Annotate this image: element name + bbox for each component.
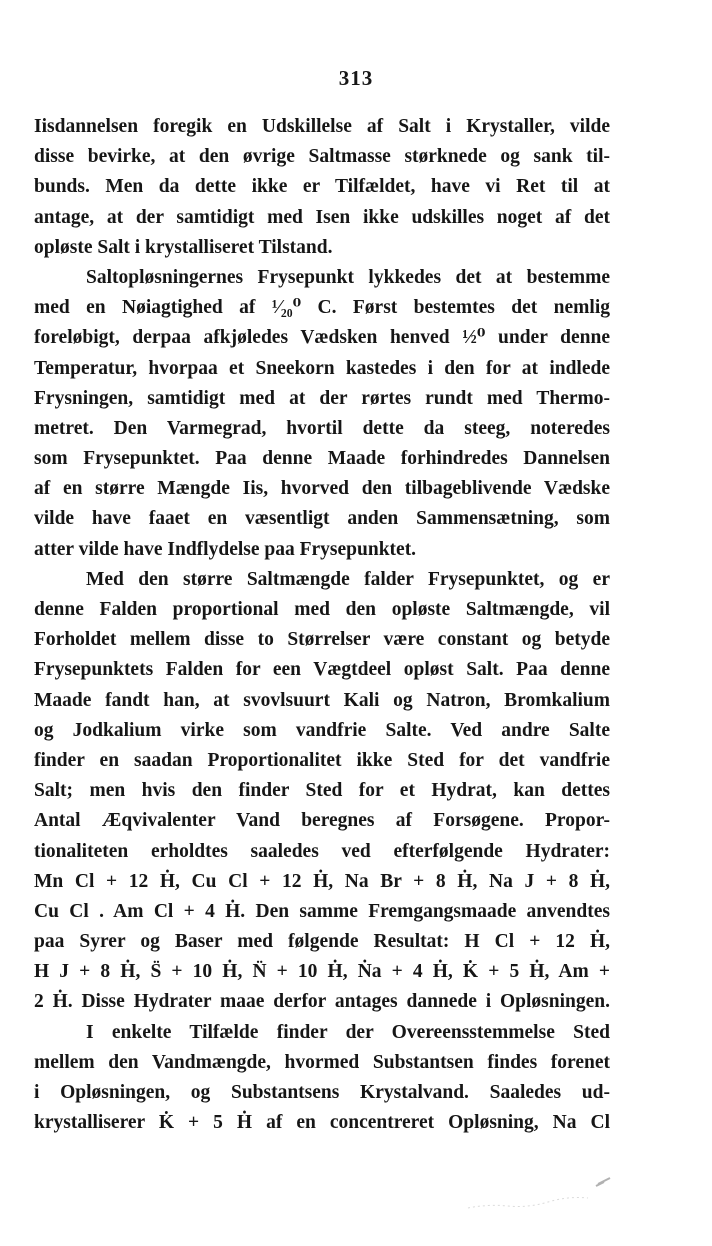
text-line: og Jodkalium virke som vandfrie Salte. Ved andre Salte: [34, 719, 610, 741]
page-number: 313: [338, 66, 374, 90]
body-text: [34, 112, 610, 1138]
text-line: H J + 8 Ḣ, S̈ + 10 Ḣ, N̈ + 10 Ḣ, Ṅa + 4 Ḣ, K̇ + 5 Ḣ, Am +: [34, 961, 610, 983]
text-line: 2 Ḣ. Disse Hydrater maae derfor antages dannede i Opløsningen.: [34, 991, 610, 1013]
text-line: antage, at der samtidigt med Isen ikke udskilles noget af det: [34, 206, 610, 228]
text-line: paa Syrer og Baser med følgende Resultat: H Cl + 12 Ḣ,: [34, 931, 610, 953]
text-line: vilde have faaet en væsentligt anden Sammensætning, som: [34, 508, 610, 530]
text-line: Salt; men hvis den finder Sted for et Hydrat, kan dettes: [34, 780, 610, 802]
text-line: metret. Den Varmegrad, hvortil dette da steeg, noteredes: [34, 417, 610, 439]
text-line: bunds. Men da dette ikke er Tilfældet, have vi Ret til at: [34, 176, 610, 198]
scan-smudge-mark: [458, 1176, 618, 1216]
text-line: Mn Cl + 12 Ḣ, Cu Cl + 12 Ḣ, Na Br + 8 Ḣ, Na J + 8 Ḣ,: [34, 870, 610, 892]
text-line: atter vilde have Indflydelse paa Frysepunktet.: [34, 538, 417, 560]
text-line: finder en saadan Proportionalitet ikke Sted for det vandfrie: [34, 749, 610, 771]
text-line: mellem den Vandmængde, hvormed Substantsen findes forenet: [34, 1051, 610, 1073]
text-line: i Opløsningen, og Substantsens Krystalvand. Saaledes ud-: [34, 1082, 610, 1103]
text-line: Frysepunktets Falden for een Vægtdeel opløst Salt. Paa denne: [34, 659, 610, 681]
text-line: som Frysepunktet. Paa denne Maade forhindredes Dannelsen: [34, 448, 610, 470]
text-line: Saltopløsningernes Frysepunkt lykkedes det at bestemme: [86, 266, 610, 288]
text-line: af en større Mængde Iis, hvorved den tilbageblivende Vædske: [34, 478, 610, 500]
text-line: med en Nøiagtighed af ¹⁄₂₀⁰ C. Først bestemtes det nemlig: [34, 297, 610, 319]
text-line: Forholdet mellem disse to Størrelser være constant og betyde: [34, 629, 610, 651]
text-line: disse bevirke, at den øvrige Saltmasse størknede og sank til-: [34, 146, 610, 168]
text-line: Maade fandt han, at svovlsuurt Kali og Natron, Bromkalium: [34, 689, 610, 711]
text-line: Iisdannelsen foregik en Udskillelse af Salt i Krystaller, vilde: [34, 116, 610, 137]
text-line: denne Falden proportional med den opløste Saltmængde, vil: [34, 599, 610, 620]
text-line: opløste Salt i krystalliseret Tilstand.: [34, 236, 333, 258]
text-line: Frysningen, samtidigt med at der rørtes rundt med Thermo-: [34, 387, 610, 409]
text-line: Cu Cl . Am Cl + 4 Ḣ. Den samme Fremgangsmaade anvendtes: [34, 900, 610, 922]
text-line: tionaliteten erholdtes saaledes ved efterfølgende Hydrater:: [34, 840, 610, 862]
text-line: I enkelte Tilfælde finder der Overeensstemmelse Sted: [86, 1021, 610, 1043]
text-line: Temperatur, hvorpaa et Sneekorn kastedes i den for at indlede: [34, 357, 610, 379]
text-line: krystalliserer K̇ + 5 Ḣ af en concentreret Opløsning, Na Cl: [34, 1112, 610, 1134]
text-line: foreløbigt, derpaa afkjøledes Vædsken henved ½⁰ under denne: [34, 327, 610, 349]
text-line: Antal Æqvivalenter Vand beregnes af Forsøgene. Propor-: [34, 810, 610, 832]
text-line: Med den større Saltmængde falder Frysepunktet, og er: [86, 568, 610, 590]
